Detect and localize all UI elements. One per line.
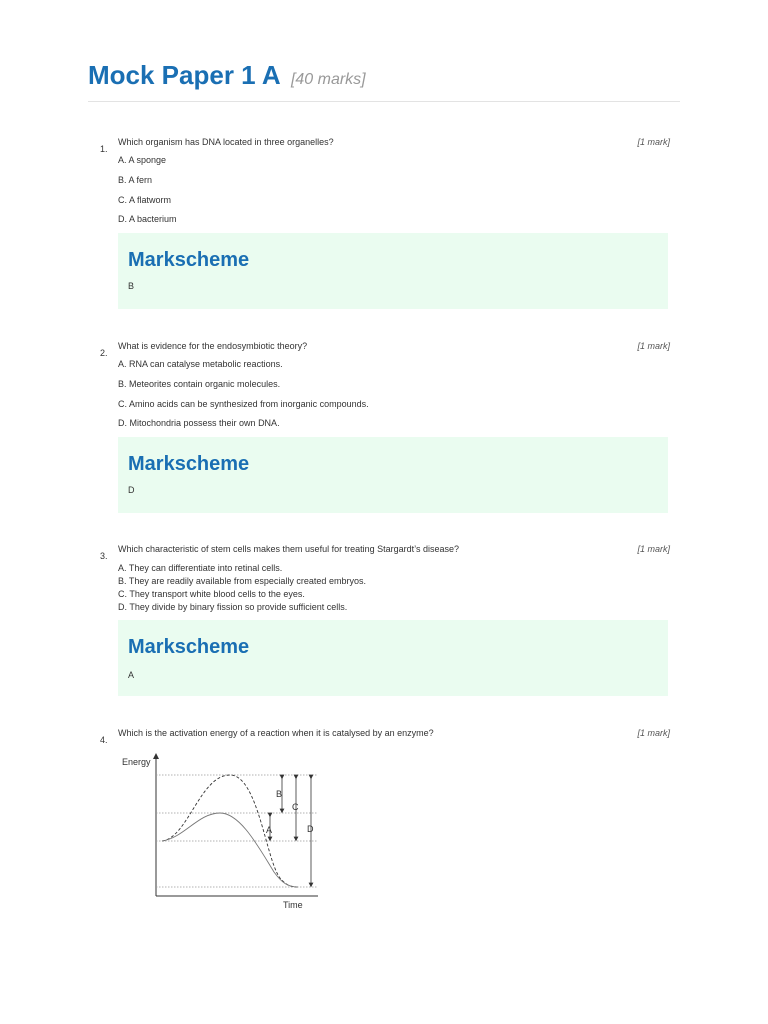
question-marks: [1 mark]: [637, 544, 670, 554]
y-axis-label: Energy: [122, 757, 151, 767]
option-c: C. They transport white blood cells to the eyes.: [118, 589, 305, 599]
markscheme-answer: D: [128, 485, 135, 495]
markscheme-box: [118, 233, 668, 309]
question-text: Which is the activation energy of a reaction when it is catalysed by an enzyme?: [118, 728, 434, 738]
markscheme-heading: Markscheme: [128, 453, 250, 475]
option-a: A. They can differentiate into retinal cells.: [118, 563, 283, 573]
catalysed-curve: [162, 813, 298, 887]
option-a: A. A sponge: [118, 155, 167, 165]
label-d: D: [307, 824, 314, 834]
markscheme-box: [118, 620, 668, 696]
option-d: D. They divide by binary fission so provide sufficient cells.: [118, 602, 348, 612]
option-d: D. Mitochondria possess their own DNA.: [118, 418, 280, 428]
markscheme-heading: Markscheme: [128, 636, 250, 658]
question-text: What is evidence for the endosymbiotic theory?: [118, 341, 308, 351]
label-a: A: [266, 825, 273, 835]
question-marks: [1 mark]: [637, 137, 670, 147]
markscheme-answer: B: [128, 281, 135, 291]
x-axis-label: Time: [283, 900, 303, 910]
page-title: [88, 60, 366, 91]
option-b: B. They are readily available from especially created embryos.: [118, 576, 366, 586]
question-number: 1.: [100, 144, 108, 154]
markscheme-box: [118, 437, 668, 513]
page-title-text: Mock Paper 1 A: [88, 60, 280, 90]
label-c: C: [292, 802, 299, 812]
question-marks: [1 mark]: [637, 728, 670, 738]
option-c: C. A flatworm: [118, 195, 172, 205]
option-c: C. Amino acids can be synthesized from inorganic compounds.: [118, 399, 369, 409]
markscheme-answer: A: [128, 670, 135, 680]
total-marks: [40 marks]: [290, 71, 366, 88]
question-text: Which organism has DNA located in three organelles?: [118, 137, 334, 147]
title-divider: [88, 101, 680, 102]
question-number: 3.: [100, 551, 108, 561]
question-text: Which characteristic of stem cells makes them useful for treating Stargardt’s disease?: [118, 544, 459, 554]
label-b: B: [276, 789, 283, 799]
question-number: 4.: [100, 735, 108, 745]
markscheme-heading: Markscheme: [128, 249, 250, 271]
question-marks: [1 mark]: [637, 341, 670, 351]
question-number: 2.: [100, 348, 108, 358]
energy-diagram: [118, 750, 338, 915]
option-b: B. Meteorites contain organic molecules.: [118, 379, 281, 389]
option-b: B. A fern: [118, 175, 153, 185]
option-d: D. A bacterium: [118, 214, 177, 224]
option-a: A. RNA can catalyse metabolic reactions.: [118, 359, 283, 369]
